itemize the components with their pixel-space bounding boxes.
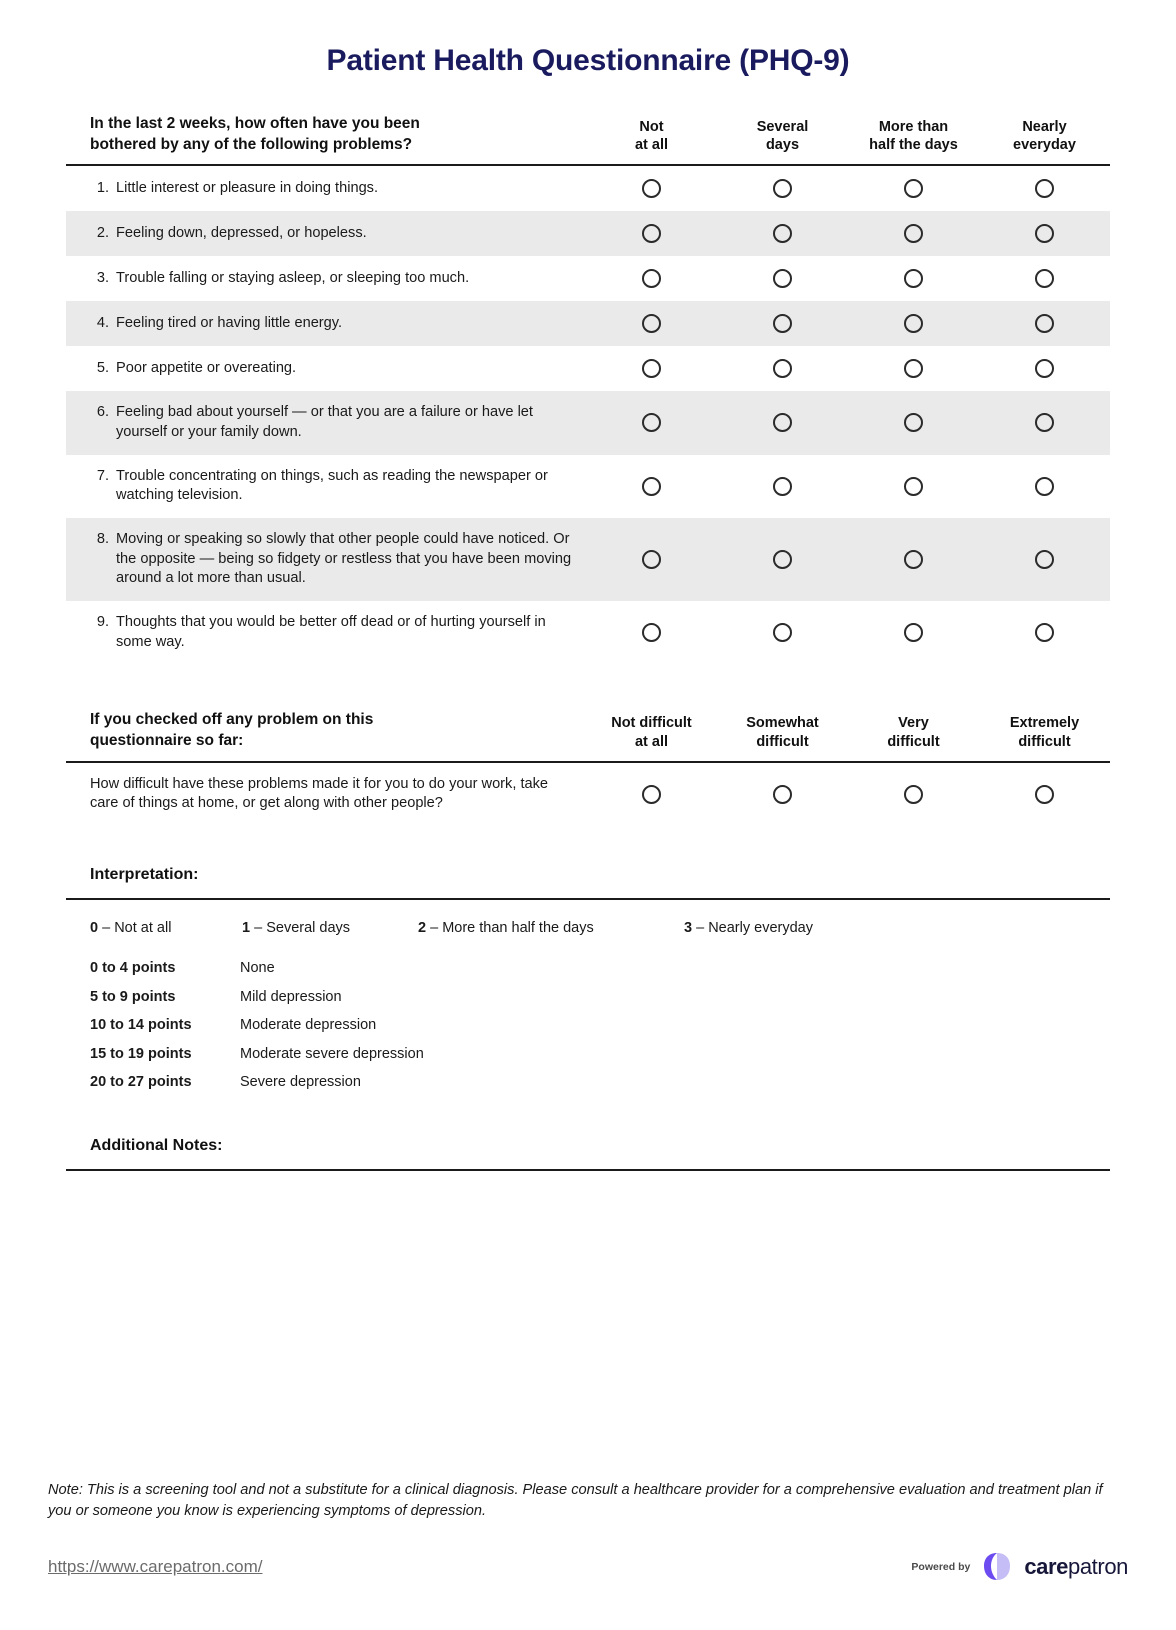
table-row — [66, 518, 1110, 601]
column-header-line1: Not difficult — [611, 714, 692, 731]
section2-header-row — [66, 664, 1110, 760]
legend-item-0 — [90, 920, 242, 936]
radio-button-icon[interactable] — [773, 413, 792, 432]
carepatron-url-link[interactable]: https://www.carepatron.com/ — [48, 1557, 263, 1576]
question-text — [66, 455, 586, 518]
legend-score: 3 — [684, 920, 693, 936]
radio-button-icon[interactable] — [1035, 179, 1054, 198]
table-row-difficulty — [66, 763, 1110, 826]
radio-cell-q8-several-days[interactable] — [717, 550, 848, 569]
radio-cell-q6-not-at-all[interactable] — [586, 413, 717, 432]
column-header-extremely-difficult — [979, 714, 1110, 752]
radio-button-icon[interactable] — [642, 477, 661, 496]
radio-button-icon[interactable] — [904, 785, 923, 804]
legend-label: Not at all — [114, 920, 172, 936]
score-range-label: Moderate severe depression — [240, 1045, 424, 1062]
radio-button-icon[interactable] — [904, 224, 923, 243]
radio-cell-q9-more-than-half[interactable] — [848, 623, 979, 642]
radio-cell-q1-not-at-all[interactable] — [586, 179, 717, 198]
radio-cell-difficulty-somewhat[interactable] — [717, 785, 848, 804]
radio-button-icon[interactable] — [904, 359, 923, 378]
score-range-value: 0 to 4 points — [90, 960, 176, 976]
radio-button-icon[interactable] — [642, 269, 661, 288]
legend-score: 0 — [90, 920, 99, 936]
radio-button-icon[interactable] — [904, 477, 923, 496]
radio-cell-q6-nearly-everyday[interactable] — [979, 413, 1110, 432]
legend-dash: – — [692, 920, 709, 936]
radio-button-icon[interactable] — [1035, 359, 1054, 378]
radio-button-icon[interactable] — [642, 179, 661, 198]
column-header-line2: at all — [634, 733, 669, 750]
table-row — [66, 256, 1110, 301]
score-range-value: 20 to 27 points — [90, 1074, 192, 1090]
radio-cell-q7-not-at-all[interactable] — [586, 477, 717, 496]
question-text — [66, 212, 586, 256]
score-range-value: 10 to 14 points — [90, 1017, 192, 1033]
radio-button-icon[interactable] — [904, 413, 923, 432]
legend-label: More than half the days — [442, 920, 594, 936]
radio-cell-q2-several-days[interactable] — [717, 224, 848, 243]
radio-cell-q8-not-at-all[interactable] — [586, 550, 717, 569]
table-row — [66, 211, 1110, 256]
additional-notes-field[interactable] — [66, 1171, 1110, 1431]
radio-cell-difficulty-not-difficult[interactable] — [586, 785, 717, 804]
radio-button-icon[interactable] — [773, 785, 792, 804]
question-number: 1. — [96, 179, 109, 196]
carepatron-wordmark — [1024, 1554, 1128, 1580]
column-header-not-at-all — [586, 118, 717, 156]
wordmark-bold: care — [1024, 1554, 1069, 1579]
radio-cell-q4-nearly-everyday[interactable] — [979, 314, 1110, 333]
question-number: 2. — [96, 224, 109, 241]
score-legend — [66, 900, 1110, 942]
question-text — [66, 601, 586, 664]
question-number: 8. — [96, 530, 109, 547]
radio-button-icon[interactable] — [773, 179, 792, 198]
question-text — [66, 167, 586, 211]
question-body: Moving or speaking so slowly that other people could have noticed. Or the opposite — being so fidgety or restless that you have been moving around a lot more than usual. — [116, 530, 572, 587]
radio-cell-q5-not-at-all[interactable] — [586, 359, 717, 378]
question-number: 3. — [96, 269, 109, 286]
score-range-label: None — [240, 960, 275, 976]
legend-dash: – — [426, 920, 443, 936]
question-number: 9. — [96, 614, 109, 631]
legend-item-2 — [418, 920, 684, 936]
column-header-more-than-half-the-days — [848, 118, 979, 156]
radio-button-icon[interactable] — [904, 550, 923, 569]
radio-cell-q7-several-days[interactable] — [717, 477, 848, 496]
radio-cell-q1-more-than-half[interactable] — [848, 179, 979, 198]
question-body: Thoughts that you would be better off dead or of hurting yourself in some way. — [116, 614, 546, 650]
radio-cell-q5-nearly-everyday[interactable] — [979, 359, 1110, 378]
score-range-row — [90, 954, 1110, 983]
column-header-line1: Not — [639, 118, 664, 135]
legend-dash: – — [250, 920, 267, 936]
radio-cell-difficulty-very[interactable] — [848, 785, 979, 804]
question-text — [66, 257, 586, 301]
radio-cell-q4-several-days[interactable] — [717, 314, 848, 333]
section2-prompt-line2: questionnaire so far: — [90, 732, 244, 750]
radio-cell-q4-not-at-all[interactable] — [586, 314, 717, 333]
legend-score: 2 — [418, 920, 427, 936]
score-range-row — [90, 1068, 1110, 1097]
column-header-line2: difficult — [1018, 733, 1071, 750]
radio-button-icon[interactable] — [1035, 269, 1054, 288]
radio-cell-q5-several-days[interactable] — [717, 359, 848, 378]
powered-by-label: Powered by — [911, 1561, 971, 1573]
radio-button-icon[interactable] — [904, 179, 923, 198]
legend-score: 1 — [242, 920, 251, 936]
radio-button-icon[interactable] — [904, 623, 923, 642]
question-body: Feeling tired or having little energy. — [116, 314, 343, 331]
radio-button-icon[interactable] — [642, 224, 661, 243]
radio-cell-q9-not-at-all[interactable] — [586, 623, 717, 642]
question-body: Little interest or pleasure in doing things. — [116, 179, 379, 196]
radio-button-icon[interactable] — [773, 359, 792, 378]
section1-header-row — [66, 88, 1110, 164]
section1-prompt-line1: In the last 2 weeks, how often have you been — [90, 115, 420, 132]
radio-button-icon[interactable] — [773, 477, 792, 496]
wordmark-rest: patron — [1068, 1554, 1128, 1579]
table-row — [66, 391, 1110, 454]
radio-button-icon[interactable] — [773, 314, 792, 333]
question-text — [66, 347, 586, 391]
question-text — [66, 302, 586, 346]
question-number: 5. — [96, 359, 109, 376]
radio-button-icon[interactable] — [642, 359, 661, 378]
radio-cell-q7-nearly-everyday[interactable] — [979, 477, 1110, 496]
section1-prompt-line2: bothered by any of the following problems? — [90, 135, 413, 153]
additional-notes-heading: Additional Notes: — [90, 1136, 223, 1154]
disclaimer-note: Note: This is a screening tool and not a substitute for a clinical diagnosis. Please consult a healthcare provider for a comprehensive evaluation and treatment plan if you or someone you know is experiencing symptoms of depression. — [48, 1482, 1103, 1519]
section1-prompt — [66, 114, 586, 155]
question-body: Trouble concentrating on things, such as reading the newspaper or watching television. — [116, 467, 548, 504]
radio-cell-q8-more-than-half[interactable] — [848, 550, 979, 569]
question-number: 6. — [96, 404, 109, 421]
score-range-row — [90, 1040, 1110, 1069]
radio-cell-q7-more-than-half[interactable] — [848, 477, 979, 496]
score-range-row — [90, 1011, 1110, 1040]
table-row — [66, 455, 1110, 518]
question-body: Trouble falling or staying asleep, or sleeping too much. — [116, 269, 470, 286]
column-header-line1: Several — [756, 118, 809, 135]
column-header-line2: difficult — [887, 733, 940, 750]
radio-button-icon[interactable] — [1035, 224, 1054, 243]
radio-button-icon[interactable] — [642, 413, 661, 432]
column-header-line1: Extremely — [1009, 714, 1080, 731]
legend-dash: – — [98, 920, 115, 936]
radio-cell-q2-nearly-everyday[interactable] — [979, 224, 1110, 243]
table-row — [66, 346, 1110, 391]
radio-cell-q5-more-than-half[interactable] — [848, 359, 979, 378]
radio-cell-q9-several-days[interactable] — [717, 623, 848, 642]
question-body: Poor appetite or overeating. — [116, 359, 297, 376]
score-range-label: Moderate depression — [240, 1017, 377, 1033]
radio-button-icon[interactable] — [1035, 623, 1054, 642]
question-text — [66, 518, 586, 601]
radio-cell-q9-nearly-everyday[interactable] — [979, 623, 1110, 642]
interpretation-heading: Interpretation: — [90, 866, 199, 883]
column-header-line2: days — [765, 137, 800, 154]
table-row — [66, 301, 1110, 346]
radio-button-icon[interactable] — [904, 314, 923, 333]
radio-cell-q2-more-than-half[interactable] — [848, 224, 979, 243]
radio-cell-q3-more-than-half[interactable] — [848, 269, 979, 288]
radio-cell-q3-nearly-everyday[interactable] — [979, 269, 1110, 288]
column-header-line2: everyday — [1013, 137, 1076, 154]
radio-cell-q1-nearly-everyday[interactable] — [979, 179, 1110, 198]
score-range-label: Mild depression — [240, 988, 342, 1005]
section2-prompt-line1: If you checked off any problem on this — [90, 711, 374, 729]
radio-cell-q6-several-days[interactable] — [717, 413, 848, 432]
radio-cell-q1-several-days[interactable] — [717, 179, 848, 198]
score-range-label: Severe depression — [240, 1074, 361, 1090]
column-header-line2: half the days — [869, 137, 958, 154]
question-body: Feeling down, depressed, or hopeless. — [116, 224, 367, 241]
score-range-table — [66, 942, 1110, 1097]
table-row — [66, 601, 1110, 664]
radio-button-icon[interactable] — [642, 550, 661, 569]
radio-button-icon[interactable] — [1035, 314, 1054, 333]
column-header-line2: at all — [634, 137, 669, 154]
table-row — [66, 166, 1110, 211]
carepatron-logo-icon — [980, 1550, 1014, 1584]
radio-cell-q3-not-at-all[interactable] — [586, 269, 717, 288]
radio-button-icon[interactable] — [1035, 477, 1054, 496]
column-header-several-days — [717, 118, 848, 156]
column-header-line1: Somewhat — [746, 714, 819, 731]
radio-button-icon[interactable] — [642, 314, 661, 333]
column-header-not-difficult-at-all — [586, 714, 717, 752]
legend-item-3 — [684, 920, 813, 936]
column-header-very-difficult — [848, 714, 979, 752]
radio-button-icon[interactable] — [773, 224, 792, 243]
question-text — [66, 391, 586, 454]
brand-lockup — [911, 1550, 1128, 1584]
radio-cell-q4-more-than-half[interactable] — [848, 314, 979, 333]
question-body: Feeling bad about yourself — or that you are a failure or have let yourself or your family down. — [116, 404, 533, 440]
score-range-row — [90, 983, 1110, 1012]
page-title: Patient Health Questionnaire (PHQ-9) — [326, 44, 850, 77]
radio-cell-difficulty-extremely[interactable] — [979, 785, 1110, 804]
legend-label: Several days — [266, 920, 351, 936]
column-header-nearly-everyday — [979, 118, 1110, 156]
radio-button-icon[interactable] — [642, 785, 661, 804]
radio-cell-q8-nearly-everyday[interactable] — [979, 550, 1110, 569]
radio-button-icon[interactable] — [773, 550, 792, 569]
radio-button-icon[interactable] — [642, 623, 661, 642]
legend-label: Nearly everyday — [708, 920, 813, 936]
radio-button-icon[interactable] — [904, 269, 923, 288]
radio-cell-q6-more-than-half[interactable] — [848, 413, 979, 432]
footer-bar — [48, 1550, 1128, 1584]
score-range-value: 15 to 19 points — [90, 1045, 192, 1062]
column-header-line2: difficult — [756, 733, 809, 750]
radio-button-icon[interactable] — [773, 269, 792, 288]
score-range-value: 5 to 9 points — [90, 988, 176, 1005]
radio-cell-q2-not-at-all[interactable] — [586, 224, 717, 243]
radio-button-icon[interactable] — [1035, 413, 1054, 432]
question-number: 4. — [96, 314, 109, 331]
column-header-line1: Very — [898, 714, 929, 731]
radio-button-icon[interactable] — [1035, 785, 1054, 804]
column-header-line1: More than — [878, 118, 949, 135]
question-number: 7. — [96, 467, 109, 484]
legend-item-1 — [242, 920, 418, 936]
radio-button-icon[interactable] — [1035, 550, 1054, 569]
radio-cell-q3-several-days[interactable] — [717, 269, 848, 288]
column-header-line1: Nearly — [1022, 118, 1067, 135]
column-header-somewhat-difficult — [717, 714, 848, 752]
radio-button-icon[interactable] — [773, 623, 792, 642]
difficulty-question-text: How difficult have these problems made it for you to do your work, take care of things at home, or get along with other people? — [90, 775, 549, 812]
section2-prompt — [66, 710, 586, 751]
